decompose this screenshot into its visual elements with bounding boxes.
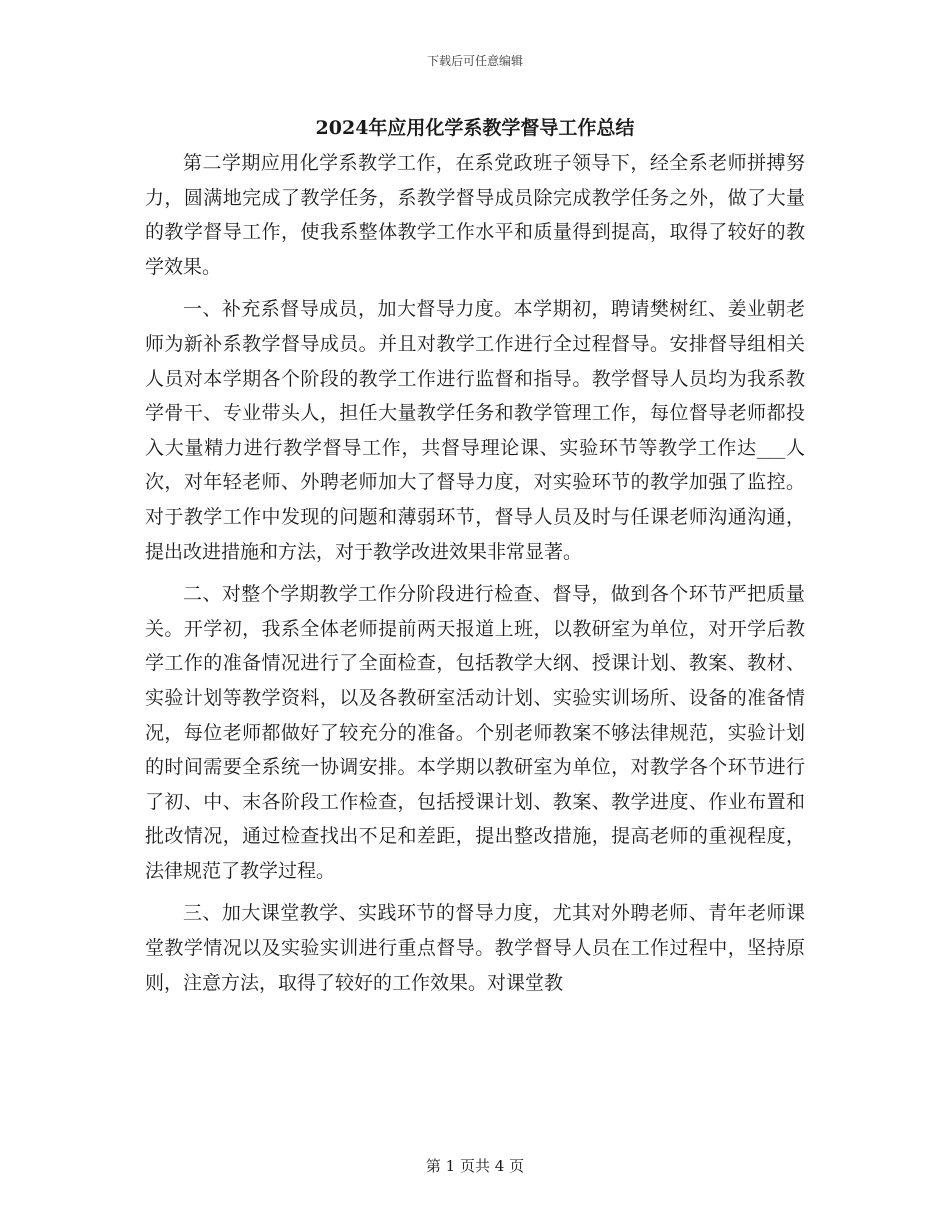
paragraph-section-1: 一、补充系督导成员，加大督导力度。本学期初，聘请樊树红、姜业朝老师为新补系教学督导成员。并且对教学工作进行全过程督导。安排督导组相关人员对本学期各个阶段的教学工作进行监督和指导。教学督导人员均为我系教学骨干、专业带头人，担任大量教学任务和教学管理工作，每位督导老师都投入大量精力进行教学督导工作，共督导理论课、实验环节等教学工作达___人次，对年轻老师、外聘老师加大了督导力度，对实验环节的教学加强了监控。对于教学工作中发现的问题和薄弱环节，督导人员及时与任课老师沟通沟通，提出改进措施和方法，对于教学改进效果非常显著。 <box>145 298 805 563</box>
paragraph-section-3: 三、加大课堂教学、实践环节的督导力度，尤其对外聘老师、青年老师课堂教学情况以及实验实训进行重点督导。教学督导人员在工作过程中，坚持原则，注意方法，取得了较好的工作效果。对课堂教 <box>145 902 805 994</box>
document-body <box>145 146 805 1000</box>
paragraph-section-2: 二、对整个学期教学工作分阶段进行检查、督导，做到各个环节严把质量关。开学初，我系全体老师提前两天报道上班，以教研室为单位，对开学后教学工作的准备情况进行了全面检查，包括教学大纲、授课计划、教案、教材、实验计划等教学资料，以及各教研室活动计划、实验实训场所、设备的准备情况，每位老师都做好了较充分的准备。个别老师教案不够法律规范，实验计划的时间需要全系统一协调安排。本学期以教研室为单位，对教学各个环节进行了初、中、末各阶段工作检查，包括授课计划、教案、教学进度、作业布置和批改情况，通过检查找出不足和差距，提出整改措施，提高老师的重视程度，法律规范了教学过程。 <box>145 583 805 882</box>
paragraph-intro: 第二学期应用化学系教学工作，在系党政班子领导下，经全系老师拼搏努力，圆满地完成了教学任务，系教学督导成员除完成教学任务之外，做了大量的教学督导工作，使我系整体教学工作水平和质量得到提高，取得了较好的教学效果。 <box>145 152 805 278</box>
download-note: 下载后可任意编辑 <box>426 54 523 68</box>
page-number: 第 1 页共 4 页 <box>425 1157 525 1175</box>
document-title: 2024年应用化学系教学督导工作总结 <box>315 117 635 139</box>
